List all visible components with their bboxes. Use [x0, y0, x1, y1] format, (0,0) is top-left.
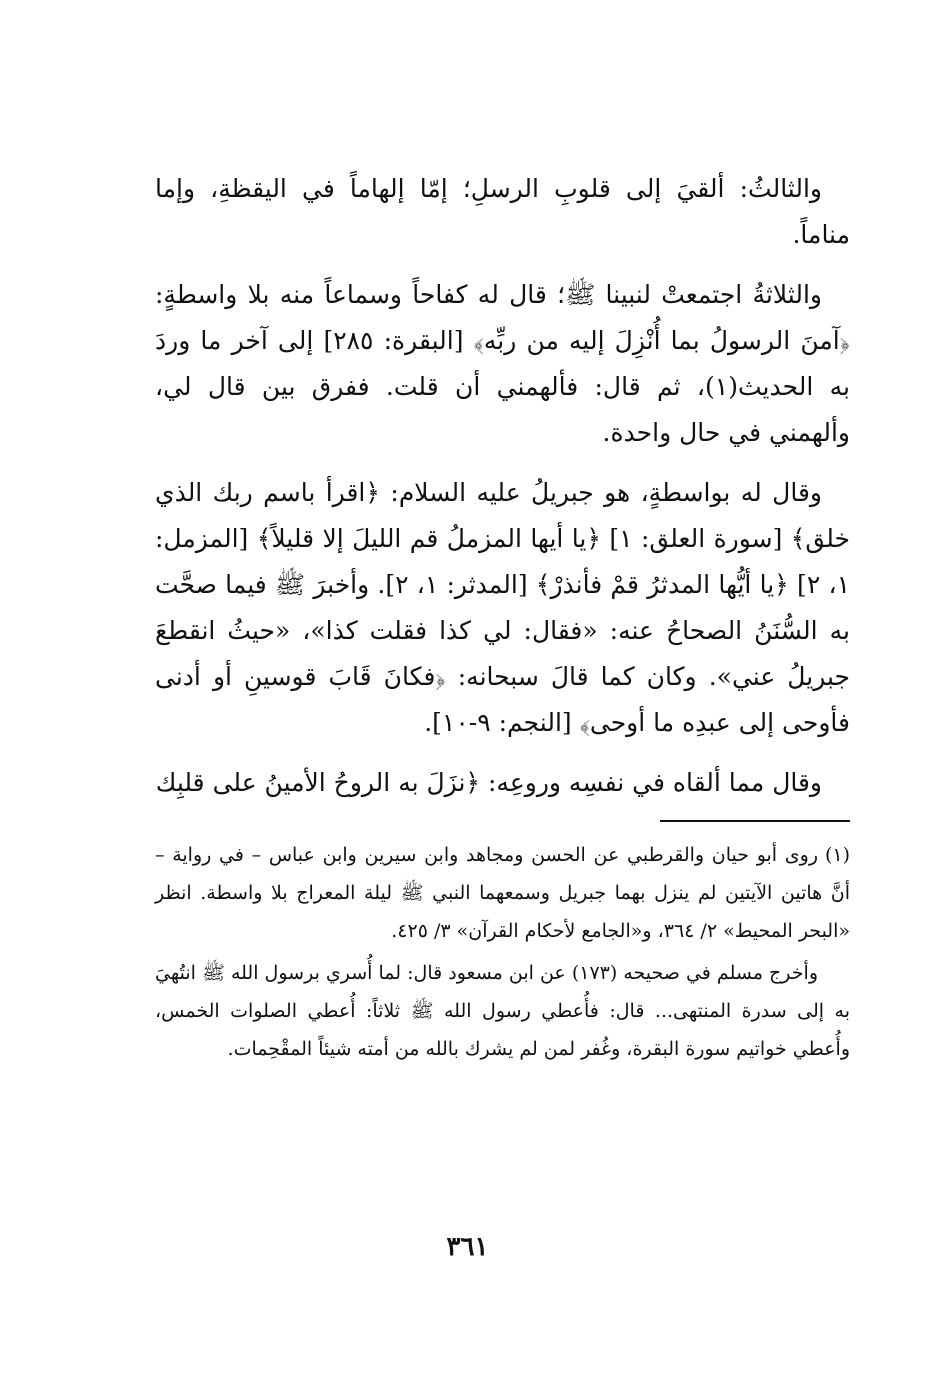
- footnote-divider: [660, 820, 850, 822]
- footnote-1-text: روى أبو حيان والقرطبي عن الحسن ومجاهد وابن سيرين وابن عباس – في رواية – أنَّ هاتين الآيتين لم ينزل بهما جبريل وسمعهما النبي ﷺ ليلة المعراج بلا واسطة. انظر «البحر المحيط» ٢/ ٣٦٤، و«الجامع لأحكام القرآن» ٣/ ٤٢٥.: [155, 844, 850, 942]
- paragraph-2-text: والثلاثةُ اجتمعتْ لنبينا ﷺ؛ قال له كفاحاً وسماعاً منه بلا واسطةٍ: ﴿آمنَ الرسولُ بما أُنْزِلَ إليه من ربِّه﴾ [البقرة: ٢٨٥] إلى آخر ما وردَ به الحديث(١)، ثم قال: فألهمني أن قلت. ففرق بين قال لي، وألهمني في حال واحدة.: [155, 280, 851, 447]
- footnote-1-number: (١): [824, 844, 850, 866]
- footnote-1: [155, 836, 850, 950]
- page-content: [155, 166, 850, 1072]
- paragraph-3: [155, 470, 850, 746]
- paragraph-1: [155, 166, 850, 258]
- footnote-2-text: وأخرج مسلم في صحيحه (١٧٣) عن ابن مسعود قال: لما أُسري برسول الله ﷺ انتُهيَ به إلى سدرة المنتهى... قال: فأُعطي رسول الله ﷺ ثلاثاً: أُعطي الصلوات الخمس، وأُعطي خواتيم سورة البقرة، وغُفر لمن لم يشرك بالله من أمته شيئاً المقْحِمات.: [155, 962, 850, 1060]
- paragraph-3-text: وقال له بواسطةٍ، هو جبريلُ عليه السلام: ﴿اقرأ باسم ربك الذي خلق﴾ [سورة العلق: ١] ﴿يا أيها المزملُ قم الليلَ إلا قليلاً﴾ [المزمل: ١، ٢] ﴿يا أيُّها المدثرُ قمْ فأنذرْ﴾ [المدثر: ١، ٢]. وأخبرَ ﷺ فيما صحَّت به السُّنَنُ الصحاحُ عنه: «فقال: لي كذا فقلت كذا»، «حيثُ انقطعَ جبريلُ عني». وكان كما قالَ سبحانه: ﴿فكانَ قَابَ قوسينِ أو أدنى فأوحى إلى عبدِه ما أوحى﴾ [النجم: ٩-١٠].: [155, 478, 850, 737]
- footnote-2: [155, 954, 850, 1068]
- paragraph-2: [155, 272, 850, 456]
- paragraph-1-text: والثالثُ: ألقيَ إلى قلوبِ الرسلِ؛ إمّا إلهاماً في اليقظةِ، وإما مناماً.: [155, 174, 850, 249]
- paragraph-4: [155, 760, 850, 806]
- page-number: ٣٦١: [446, 1232, 489, 1262]
- paragraph-4-text: وقال مما ألقاه في نفسِه وروعِه: ﴿نزَلَ به الروحُ الأمينُ على قلبِك: [155, 768, 822, 797]
